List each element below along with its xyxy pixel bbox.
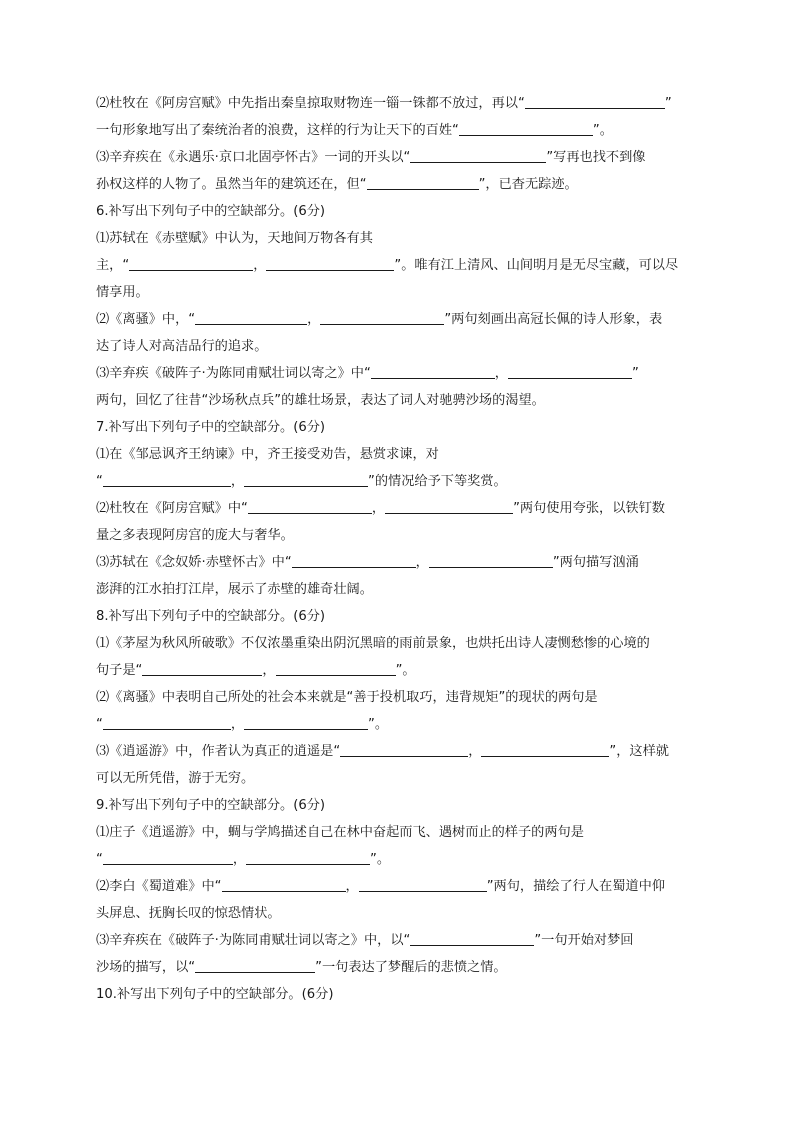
q8-item-1	[96, 630, 696, 684]
q9-item-3	[96, 927, 696, 981]
answer-blank[interactable]	[222, 877, 346, 892]
answer-blank[interactable]	[320, 310, 444, 325]
q6-item-3	[96, 360, 696, 414]
text: 孙权这样的人物了。虽然当年的建筑还在，但“	[96, 177, 367, 192]
text: 头屏息、抚胸长叹的惊恐情状。	[96, 906, 281, 921]
text: 量之多表现阿房宫的庞大与奢华。	[96, 528, 294, 543]
q7-item-2	[96, 495, 696, 549]
q7-item-1	[96, 441, 696, 495]
answer-blank[interactable]	[246, 850, 370, 865]
text: ⑶苏轼在《念奴娇·赤壁怀古》中“	[96, 555, 292, 570]
answer-blank[interactable]	[508, 364, 632, 379]
text: ”写再也找不到像	[546, 150, 646, 165]
text: 主，“	[96, 258, 130, 273]
text: ”两句描写汹涌	[552, 555, 639, 570]
text: 两句，回忆了往昔“沙场秋点兵”的雄壮场景，表达了词人对驰骋沙场的渴望。	[96, 393, 545, 408]
q5-item-3	[96, 144, 696, 198]
text: 句子是“	[96, 663, 143, 678]
answer-blank[interactable]	[459, 121, 593, 136]
text: ”	[631, 366, 639, 381]
text: ”一句开始对梦回	[534, 933, 634, 948]
text: ”。	[592, 123, 613, 138]
answer-blank[interactable]	[276, 661, 396, 676]
text: ⑶《逍遥游》中，作者认为真正的逍遥是“	[96, 744, 341, 759]
text: ，	[307, 312, 321, 327]
text: ⑵《离骚》中表明自己所处的社会本来就是“善于投机取巧，违背规矩”的现状的两句是	[96, 690, 598, 705]
text: “	[96, 717, 103, 732]
text: ，	[253, 258, 267, 273]
text: 澎湃的江水拍打江岸，展示了赤壁的雄奇壮阔。	[96, 582, 373, 597]
text: ，	[494, 366, 508, 381]
q8-item-2	[96, 684, 696, 738]
text: “	[96, 852, 103, 867]
answer-blank[interactable]	[129, 256, 253, 271]
answer-blank[interactable]	[103, 472, 231, 487]
text: ”，已杳无踪迹。	[478, 177, 578, 192]
answer-blank[interactable]	[142, 661, 262, 676]
text: 可以无所凭借，游于无穷。	[96, 771, 255, 786]
text: ”。唯有江上清风、山间明月是无尽宝藏，可以尽	[394, 258, 679, 273]
text: 达了诗人对高洁品行的追求。	[96, 339, 268, 354]
answer-blank[interactable]	[367, 175, 479, 190]
text: ”的情况给予下等奖赏。	[368, 474, 507, 489]
answer-blank[interactable]	[410, 148, 546, 163]
answer-blank[interactable]	[359, 877, 487, 892]
answer-blank[interactable]	[371, 364, 495, 379]
text: ”一句表达了梦醒后的悲愤之情。	[315, 960, 507, 975]
text: ，	[415, 555, 429, 570]
text: ”，这样就	[609, 744, 669, 759]
text: ⑵《离骚》中，“	[96, 312, 196, 327]
text: 情享用。	[96, 285, 149, 300]
answer-blank[interactable]	[244, 472, 368, 487]
q9-item-1	[96, 819, 696, 873]
answer-blank[interactable]	[525, 94, 665, 109]
q6-item-2	[96, 306, 696, 360]
text: ，	[230, 474, 245, 489]
text: ”两句，描绘了行人在蜀道中仰	[486, 879, 665, 894]
text: “	[96, 474, 103, 489]
text: ”	[664, 96, 672, 111]
text: ⑴庄子《逍遥游》中，蜩与学鸠描述自己在林中奋起而飞、遇树而止的样子的两句是	[96, 825, 584, 840]
answer-blank[interactable]	[103, 850, 233, 865]
text: ⑴《茅屋为秋风所破歌》不仅浓墨重染出阴沉黑暗的雨前景象，也烘托出诗人凄恻愁惨的心境的	[96, 636, 650, 651]
q7-item-3	[96, 549, 696, 603]
answer-blank[interactable]	[292, 553, 416, 568]
q6-item-1	[96, 225, 696, 306]
answer-blank[interactable]	[481, 742, 609, 757]
answer-blank[interactable]	[429, 553, 553, 568]
text: ”两句使用夸张，以铁钉数	[513, 501, 665, 516]
text: ⑶辛弃疾在《破阵子·为陈同甫赋壮词以寄之》中，以“	[96, 933, 411, 948]
text: ⑵李白《蜀道难》中“	[96, 879, 222, 894]
q9-item-2	[96, 873, 696, 927]
q7-heading: 7.补写出下列句子中的空缺部分。(6分)	[96, 420, 326, 435]
text: 一句形象地写出了秦统治者的浪费，这样的行为让天下的百姓“	[96, 123, 459, 138]
text: ，	[230, 717, 245, 732]
q9-heading: 9.补写出下列句子中的空缺部分。(6分)	[96, 798, 326, 813]
text: ⑵杜牧在《阿房宫赋》中先指出秦皇掠取财物连一锱一铢都不放过，再以“	[96, 96, 525, 111]
q8-heading: 8.补写出下列句子中的空缺部分。(6分)	[96, 609, 326, 624]
answer-blank[interactable]	[103, 715, 231, 730]
q8-item-3	[96, 738, 696, 792]
answer-blank[interactable]	[385, 499, 513, 514]
q10-heading: 10.补写出下列句子中的空缺部分。(6分)	[96, 987, 334, 1002]
answer-blank[interactable]	[244, 715, 368, 730]
text: ”。	[370, 852, 391, 867]
answer-blank[interactable]	[248, 499, 372, 514]
text: ⑴在《邹忌讽齐王纳谏》中，齐王接受劝告，悬赏求谏，对	[96, 447, 439, 462]
text: ”。	[395, 663, 416, 678]
text: ，	[232, 852, 247, 867]
text: ，	[262, 663, 276, 678]
answer-blank[interactable]	[410, 931, 534, 946]
q5-item-2	[96, 90, 696, 144]
text: ，	[345, 879, 359, 894]
q6-heading: 6.补写出下列句子中的空缺部分。(6分)	[96, 204, 326, 219]
text: ”两句刻画出高冠长佩的诗人形象，表	[444, 312, 663, 327]
text: ，	[468, 744, 482, 759]
answer-blank[interactable]	[195, 310, 307, 325]
answer-blank[interactable]	[340, 742, 468, 757]
text: 沙场的描写，以“	[96, 960, 196, 975]
answer-blank[interactable]	[195, 958, 315, 973]
text: ”。	[368, 717, 389, 732]
text: ⑶辛弃疾在《永遇乐·京口北固亭怀古》一词的开头以“	[96, 150, 411, 165]
text: ⑶辛弃疾《破阵子·为陈同甫赋壮词以寄之》中“	[96, 366, 371, 381]
answer-blank[interactable]	[266, 256, 394, 271]
text: ，	[371, 501, 386, 516]
text: ⑵杜牧在《阿房宫赋》中“	[96, 501, 248, 516]
exam-content	[96, 90, 696, 1008]
text: ⑴苏轼在《赤壁赋》中认为，天地间万物各有其	[96, 231, 373, 246]
